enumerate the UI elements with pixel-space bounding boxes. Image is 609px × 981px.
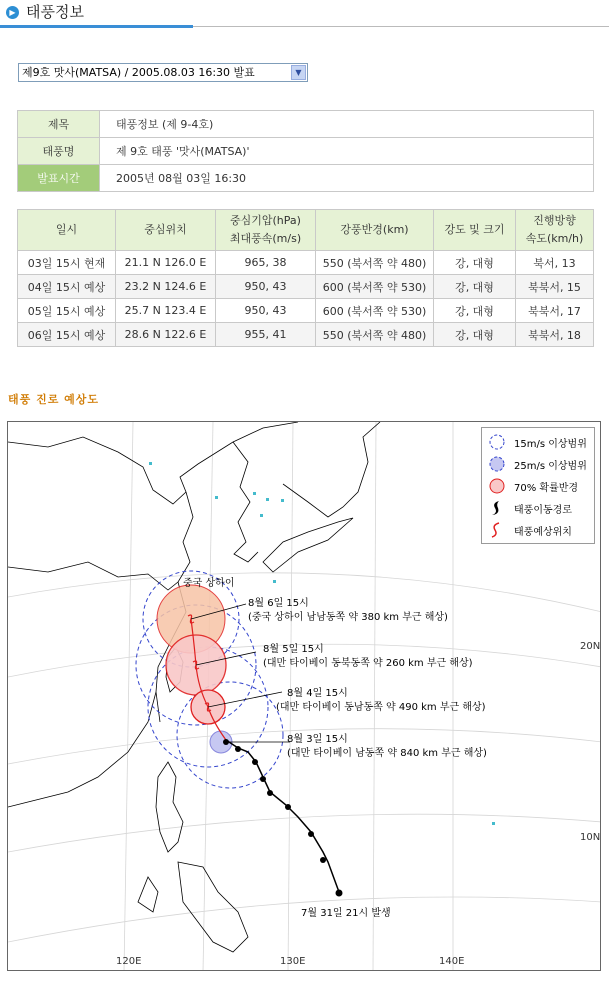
label-day3-time: 8월 3일 15시 bbox=[287, 734, 348, 745]
track-point bbox=[235, 746, 241, 752]
axis-130e: 130E bbox=[280, 956, 306, 967]
col-time: 일시 bbox=[18, 210, 116, 251]
longitude-line-135e bbox=[373, 422, 376, 971]
legend-item bbox=[488, 498, 594, 518]
island-marker bbox=[215, 496, 218, 499]
bulletin-select-value: 제9호 맛사(MATSA) / 2005.08.03 16:30 발표 bbox=[22, 66, 255, 79]
table-row bbox=[18, 299, 594, 323]
axis-120e: 120E bbox=[116, 956, 142, 967]
legend-item bbox=[488, 476, 594, 496]
map-title: 태풍 진로 예상도 bbox=[8, 393, 100, 406]
china-south-coast bbox=[8, 692, 156, 807]
label-shanghai: 중국 상하이 bbox=[183, 578, 235, 589]
china-bohai-coast bbox=[8, 562, 178, 590]
cell-position: 25.7 N 123.4 E bbox=[116, 299, 216, 323]
info-label: 발표시간 bbox=[18, 165, 100, 192]
col-pressure-l2: 최대풍속(m/s) bbox=[229, 232, 302, 245]
forecast-header-row bbox=[18, 210, 594, 251]
axis-10n: 10N bbox=[580, 832, 601, 843]
cell-radius: 550 (북서쪽 약 480) bbox=[316, 251, 434, 275]
cell-strength: 강, 대형 bbox=[434, 299, 516, 323]
dashed-blue-circle-icon bbox=[488, 433, 506, 451]
palawan bbox=[138, 877, 158, 912]
title-divider bbox=[193, 26, 609, 27]
visayas-mindanao bbox=[178, 862, 248, 952]
table-row bbox=[18, 323, 594, 347]
cell-direction: 북북서, 17 bbox=[516, 299, 594, 323]
typhoon-track-map bbox=[7, 421, 601, 971]
title-underline bbox=[0, 25, 193, 28]
legend-label: 25m/s 이상범위 bbox=[514, 461, 587, 472]
label-day6-time: 8월 6일 15시 bbox=[248, 598, 309, 609]
island-marker bbox=[149, 462, 152, 465]
latitude-line-15n bbox=[8, 814, 601, 852]
legend-label: 태풍이동경로 bbox=[514, 505, 572, 516]
info-value: 태풍정보 (제 9-4호) bbox=[100, 111, 594, 138]
page-title: 태풍정보 bbox=[26, 3, 84, 21]
island-marker bbox=[492, 822, 495, 825]
label-day5-time: 8월 5일 15시 bbox=[263, 644, 324, 655]
info-value: 2005년 08월 03일 16:30 bbox=[100, 165, 594, 192]
island-marker bbox=[281, 499, 284, 502]
island-marker bbox=[266, 498, 269, 501]
bullet-icon: ▶ bbox=[6, 6, 19, 19]
cell-direction: 북북서, 15 bbox=[516, 275, 594, 299]
legend-label: 15m/s 이상범위 bbox=[514, 439, 587, 450]
legend-label: 70% 확률반경 bbox=[514, 483, 579, 494]
red-circle-icon bbox=[488, 477, 506, 495]
cell-position: 21.1 N 126.0 E bbox=[116, 251, 216, 275]
info-table bbox=[17, 110, 594, 192]
label-day4-desc: (대만 타이베이 동남동쪽 약 490 km 부근 해상) bbox=[276, 702, 486, 713]
cell-time: 04일 15시 예상 bbox=[18, 275, 116, 299]
legend-item bbox=[488, 432, 594, 452]
cell-time: 03일 15시 현재 bbox=[18, 251, 116, 275]
table-row bbox=[18, 275, 594, 299]
cell-direction: 북북서, 18 bbox=[516, 323, 594, 347]
track-point bbox=[260, 776, 266, 782]
past-positions bbox=[223, 739, 343, 897]
cell-strength: 강, 대형 bbox=[434, 275, 516, 299]
cell-position: 28.6 N 122.6 E bbox=[116, 323, 216, 347]
col-pressure-l1: 중심기압(hPa) bbox=[230, 214, 301, 227]
track-point bbox=[320, 857, 326, 863]
track-point bbox=[267, 790, 273, 796]
cell-radius: 600 (북서쪽 약 530) bbox=[316, 299, 434, 323]
legend-item bbox=[488, 520, 594, 540]
col-direction-l2: 속도(km/h) bbox=[525, 232, 584, 245]
label-day5-desc: (대만 타이베이 동북동쪽 약 260 km 부근 해상) bbox=[263, 658, 473, 669]
china-north-coast bbox=[8, 422, 298, 504]
info-label: 제목 bbox=[18, 111, 100, 138]
chevron-down-icon[interactable]: ▼ bbox=[291, 65, 306, 80]
cell-pressure: 955, 41 bbox=[216, 323, 316, 347]
bulletin-select[interactable] bbox=[18, 63, 308, 82]
col-strength: 강도 및 크기 bbox=[434, 210, 516, 251]
cell-radius: 550 (북서쪽 약 480) bbox=[316, 323, 434, 347]
track-point bbox=[308, 831, 314, 837]
filled-blue-circle-icon bbox=[488, 455, 506, 473]
cell-pressure: 950, 43 bbox=[216, 275, 316, 299]
japan-honshu bbox=[283, 422, 380, 517]
map-legend bbox=[481, 427, 595, 544]
label-day6-desc: (중국 상하이 남남동쪽 약 380 km 부근 해상) bbox=[248, 612, 448, 623]
label-origin: 7월 31일 21시 발생 bbox=[301, 908, 391, 919]
info-label: 태풍명 bbox=[18, 138, 100, 165]
island-marker bbox=[273, 580, 276, 583]
legend-label: 태풍예상위치 bbox=[514, 527, 572, 538]
info-row bbox=[18, 165, 594, 192]
info-row bbox=[18, 111, 594, 138]
legend-item bbox=[488, 454, 594, 474]
island-marker bbox=[253, 492, 256, 495]
info-row bbox=[18, 138, 594, 165]
col-direction-l1: 진행방향 bbox=[533, 214, 576, 227]
longitude-line-120e bbox=[124, 422, 133, 971]
col-pressure bbox=[216, 210, 316, 251]
forecast-table bbox=[17, 209, 594, 347]
page-header bbox=[0, 0, 609, 30]
cell-radius: 600 (북서쪽 약 530) bbox=[316, 275, 434, 299]
cell-strength: 강, 대형 bbox=[434, 323, 516, 347]
col-position: 중심위치 bbox=[116, 210, 216, 251]
korea-coast bbox=[233, 442, 258, 562]
cell-pressure: 965, 38 bbox=[216, 251, 316, 275]
track-point bbox=[252, 759, 258, 765]
label-day3-desc: (대만 타이베이 남동쪽 약 840 km 부근 해상) bbox=[287, 748, 487, 759]
island-marker bbox=[260, 514, 263, 517]
cell-position: 23.2 N 124.6 E bbox=[116, 275, 216, 299]
japan-shikoku-kyushu bbox=[263, 518, 353, 572]
axis-20n: 20N bbox=[580, 641, 601, 652]
col-direction bbox=[516, 210, 594, 251]
table-row bbox=[18, 251, 594, 275]
axis-140e: 140E bbox=[439, 956, 465, 967]
track-point bbox=[285, 804, 291, 810]
typhoon-track-icon bbox=[488, 499, 506, 517]
track-point bbox=[336, 890, 343, 897]
cell-direction: 북서, 13 bbox=[516, 251, 594, 275]
cell-pressure: 950, 43 bbox=[216, 299, 316, 323]
luzon bbox=[156, 762, 183, 852]
col-radius: 강풍반경(km) bbox=[316, 210, 434, 251]
cell-time: 05일 15시 예상 bbox=[18, 299, 116, 323]
cell-time: 06일 15시 예상 bbox=[18, 323, 116, 347]
cell-strength: 강, 대형 bbox=[434, 251, 516, 275]
label-day4-time: 8월 4일 15시 bbox=[287, 688, 348, 699]
info-value: 제 9호 태풍 '맛사(MATSA)' bbox=[100, 138, 594, 165]
typhoon-forecast-icon bbox=[488, 521, 506, 539]
